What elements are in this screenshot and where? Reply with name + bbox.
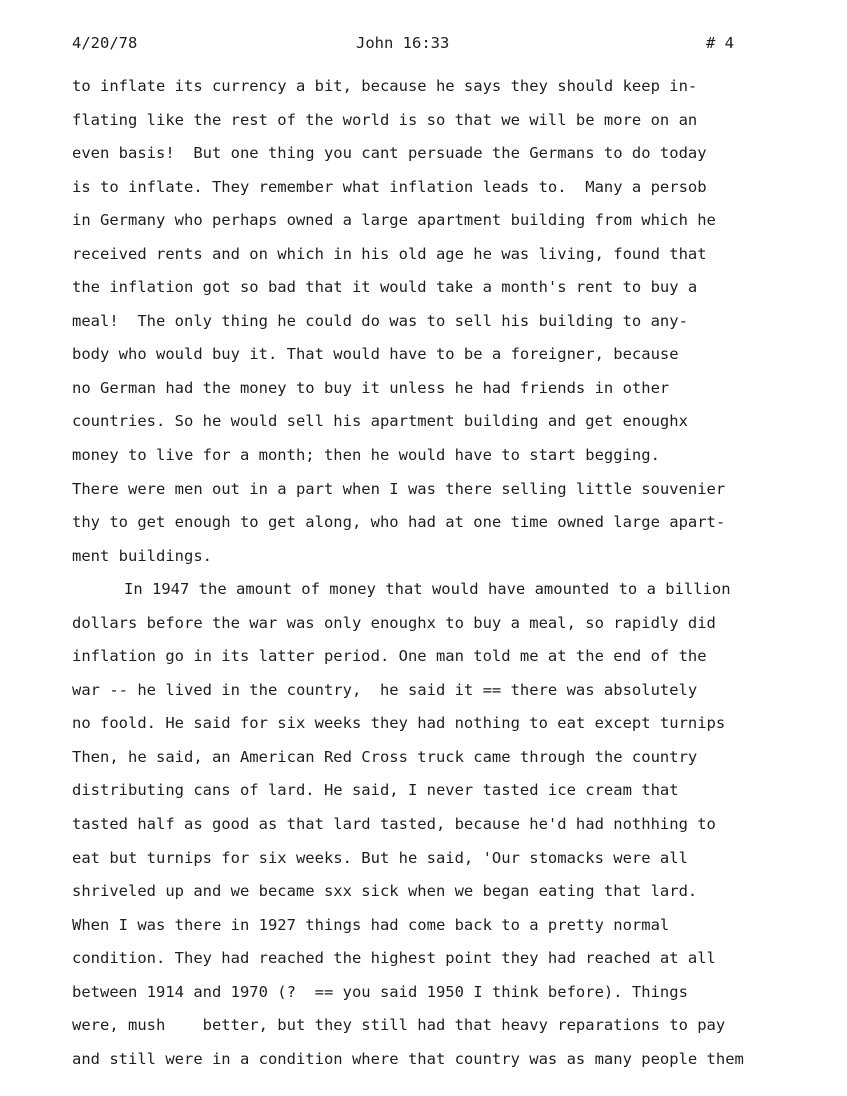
text-line: money to live for a month; then he would have to start begging. (72, 446, 660, 465)
text-line: eat but turnips for six weeks. But he said, 'Our stomacks were all (72, 848, 688, 867)
text-line: were, mush better, but they still had that heavy reparations to pay (72, 1016, 726, 1035)
page-header (72, 34, 772, 58)
sermon-date: 4/20/78 (72, 34, 138, 52)
text-line: condition. They had reached the highest point they had reached at all (72, 949, 716, 968)
text-line: thy to get enough to get along, who had at one time owned large apart- (72, 513, 726, 532)
text-line: and still were in a condition where that country was as many people them (72, 1049, 744, 1068)
text-line: received rents and on which in his old age he was living, found that (72, 244, 707, 263)
text-line: between 1914 and 1970 (? == you said 1950 I think before). Things (72, 982, 688, 1001)
text-line: dollars before the war was only enoughx to buy a meal, so rapidly did (72, 613, 716, 632)
text-line: tasted half as good as that lard tasted, because he'd had nothhing to (72, 815, 716, 834)
text-line: shriveled up and we became sxx sick when we began eating that lard. (72, 882, 698, 901)
text-line: no German had the money to buy it unless he had friends in other (72, 378, 670, 397)
text-line: ment buildings. (72, 546, 212, 565)
text-line: meal! The only thing he could do was to sell his building to any- (72, 311, 688, 330)
text-line: is to inflate. They remember what inflation leads to. Many a persob (72, 177, 707, 196)
paragraph-start-line: In 1947 the amount of money that would have amounted to a billion (124, 580, 731, 599)
text-line: inflation go in its latter period. One man told me at the end of the (72, 647, 707, 666)
text-line: flating like the rest of the world is so that we will be more on an (72, 110, 698, 129)
text-line: countries. So he would sell his apartment building and get enoughx (72, 412, 688, 431)
text-line: to inflate its currency a bit, because he says they should keep in- (72, 77, 698, 95)
page-number: # 4 (706, 34, 734, 52)
scripture-reference: John 16:33 (356, 34, 450, 52)
text-line: Then, he said, an American Red Cross truck came through the country (72, 747, 698, 766)
text-line: even basis! But one thing you cant persuade the Germans to do today (72, 144, 707, 163)
text-line: There were men out in a part when I was there selling little souvenier (72, 479, 726, 498)
text-line: war -- he lived in the country, he said it == there was absolutely (72, 680, 698, 699)
text-line: distributing cans of lard. He said, I never tasted ice cream that (72, 781, 679, 800)
text-line: When I was there in 1927 things had come back to a pretty normal (72, 915, 670, 934)
text-line: body who would buy it. That would have to be a foreigner, because (72, 345, 679, 364)
body-text (72, 70, 812, 1076)
text-line: the inflation got so bad that it would take a month's rent to buy a (72, 278, 698, 297)
text-line: in Germany who perhaps owned a large apartment building from which he (72, 211, 716, 230)
text-line: no foold. He said for six weeks they had nothing to eat except turnips (72, 714, 726, 733)
